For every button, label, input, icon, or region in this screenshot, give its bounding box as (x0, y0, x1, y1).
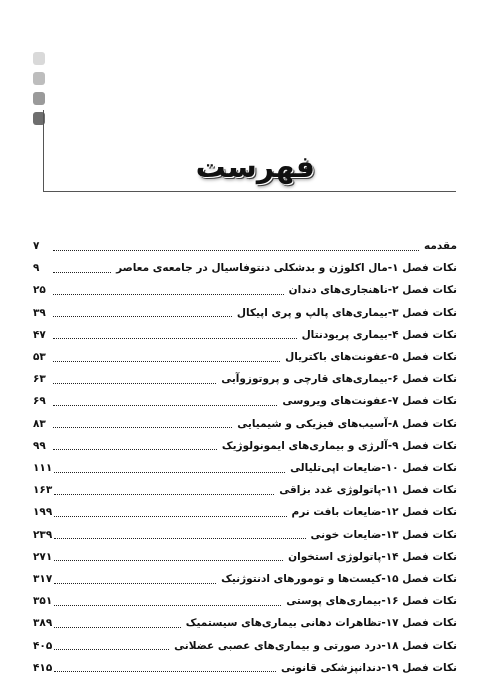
toc-entry (33, 414, 457, 434)
toc-entry-title: نکات فصل ۱-مال اکلوژن و بدشکلی دنتوفاسیال در جامعه‌ی معاصر (116, 262, 457, 275)
toc-entry (33, 480, 457, 500)
tab-marker (33, 92, 45, 105)
toc-entry-title: نکات فصل ۱۵-کیست‌ها و تومورهای ادنتوژنیک (221, 573, 457, 585)
dot-leader (53, 449, 217, 450)
dot-leader (54, 494, 274, 495)
toc-entry-page: ۲۳۹ (33, 528, 53, 541)
toc-entry-title: نکات فصل ۹-آلرژی و بیماری‌های ایمونولوژیک (221, 439, 457, 452)
toc-entry-page: ۴۰۵ (33, 639, 53, 652)
dot-leader (53, 250, 419, 251)
toc-entry-page: ۵۳ (33, 351, 46, 363)
toc-entry-page: ۱۱۱ (33, 462, 53, 474)
dot-leader (54, 560, 283, 561)
toc-entry-page: ۱۹۹ (33, 506, 53, 519)
toc-entry-title: نکات فصل ۷-عفونت‌های ویروسی (282, 395, 457, 408)
toc-entry (33, 458, 457, 478)
toc-entry-title: نکات فصل ۱۷-تظاهرات دهانی بیماری‌های سیستمیک (185, 617, 457, 630)
toc-entry (33, 569, 457, 589)
tab-marker (33, 72, 45, 85)
toc-entry (33, 236, 457, 256)
dot-leader (54, 583, 216, 584)
dot-leader (54, 538, 305, 539)
dot-leader (53, 405, 277, 406)
toc-entry (33, 547, 457, 567)
dot-leader (53, 427, 232, 428)
toc-entry-page: ۷ (33, 240, 40, 252)
dot-leader (54, 605, 281, 606)
toc-entry-title: نکات فصل ۸-آسیب‌های فیزیکی و شیمیایی (237, 417, 457, 430)
toc-entry-title: نکات فصل ۳-بیماری‌های پالپ و پری اپیکال (236, 306, 457, 319)
toc-entry-page: ۱۶۳ (33, 484, 53, 497)
toc-entry (33, 391, 457, 411)
toc-entry-title: نکات فصل ۴-بیماری پریودنتال (301, 328, 457, 341)
toc-entry (33, 258, 457, 278)
toc-entry (33, 502, 457, 522)
toc-entry-page: ۳۹ (33, 306, 46, 319)
toc-entry-title: نکات فصل ۱۹-دندانپزشکی قانونی (280, 661, 457, 674)
toc-entry (33, 347, 457, 367)
toc-entry (33, 325, 457, 345)
toc-entry-page: ۴۱۵ (33, 661, 53, 674)
toc-entry (33, 525, 457, 545)
toc-entry-title: نکات فصل ۶-بیماری‌های قارچی و پروتوزوآیی (221, 373, 457, 386)
toc-entry (33, 613, 457, 633)
toc-entry-title: نکات فصل ۲-ناهنجاری‌های دندان (288, 284, 457, 297)
dot-leader (53, 294, 284, 295)
toc-entry-title: نکات فصل ۱۱-پاتولوژی غدد بزاقی (279, 484, 457, 497)
page-title: فهرست (195, 150, 315, 185)
toc-entry-page: ۳۸۹ (33, 617, 53, 630)
toc-entry-title: نکات فصل ۱۲-ضایعات بافت نرم (291, 506, 457, 519)
dot-leader (53, 338, 297, 339)
toc-entry (33, 658, 457, 678)
toc-entry-title: نکات فصل ۱۶-بیماری‌های پوستی (286, 595, 457, 608)
toc-entry-page: ۳۱۷ (33, 573, 53, 585)
toc-entry-page: ۶۳ (33, 373, 46, 386)
toc-entry (33, 636, 457, 656)
dot-leader (53, 272, 111, 273)
dot-leader (54, 649, 169, 650)
toc-entry-page: ۲۵ (33, 284, 46, 297)
dot-leader (54, 472, 285, 473)
toc-entry-title: نکات فصل ۵-عفونت‌های باکتریال (285, 351, 457, 363)
toc-entry (33, 591, 457, 611)
toc-entry-title: نکات فصل ۱۴-پاتولوژی استخوان (288, 550, 457, 563)
dot-leader (54, 671, 276, 672)
frame-line-horizontal (43, 191, 456, 192)
toc-entry-page: ۶۹ (33, 395, 46, 408)
frame-line-vertical (43, 110, 44, 192)
toc-entry-page: ۹۹ (33, 439, 46, 452)
toc-entry-title: نکات فصل ۱۰-ضایعات اپی‌تلیالی (290, 462, 457, 474)
toc-entry (33, 369, 457, 389)
toc-entry (33, 436, 457, 456)
dot-leader (53, 383, 216, 384)
tab-marker (33, 52, 45, 65)
toc-entry-page: ۳۵۱ (33, 595, 53, 608)
toc-entry-page: ۴۷ (33, 328, 46, 341)
toc-entry-page: ۹ (33, 262, 40, 275)
toc-entry-page: ۲۷۱ (33, 550, 53, 563)
dot-leader (53, 316, 232, 317)
toc-entry-title: مقدمه (424, 240, 457, 252)
toc-entry-page: ۸۳ (33, 417, 46, 430)
toc-entry-title: نکات فصل ۱۸-درد صورتی و بیماری‌های عصبی عضلانی (174, 639, 457, 652)
dot-leader (54, 627, 181, 628)
toc-entry-title: نکات فصل ۱۳-ضایعات خونی (310, 528, 457, 541)
toc-entry (33, 280, 457, 300)
dot-leader (54, 516, 286, 517)
dot-leader (53, 361, 280, 362)
toc-entry (33, 303, 457, 323)
